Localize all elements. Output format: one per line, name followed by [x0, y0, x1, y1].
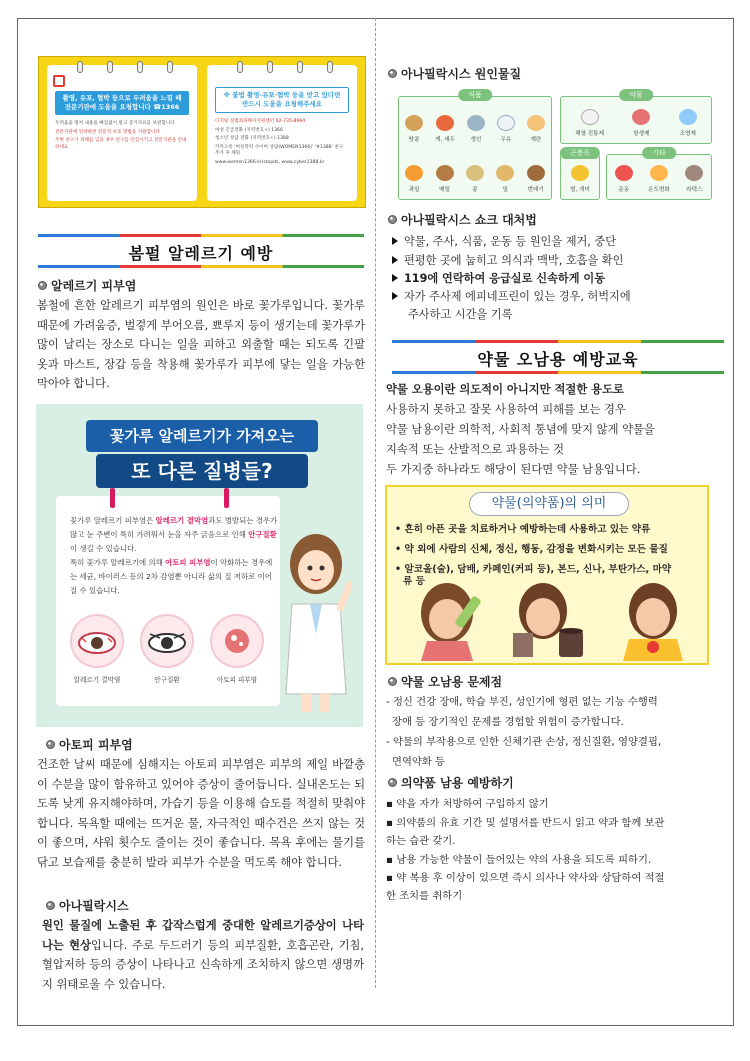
drug-item: 항생제: [633, 131, 650, 137]
poster-left-line: 주변 친구가 피해를 입을 경우 친구를 안심시키고 전문기관을 안내하세요: [55, 138, 187, 150]
bullet-icon: [46, 740, 55, 749]
poster-label: 안구질환: [154, 676, 180, 684]
triangle-bullet-icon: [392, 274, 398, 282]
bullet-icon: [388, 215, 397, 224]
problem-line: 장애 등 장기적인 문제를 경험할 위험이 증가합니다.: [392, 716, 624, 728]
other-item: 라텍스: [686, 187, 703, 193]
subheading-text: 알레르기 피부염: [51, 279, 137, 293]
anaphylaxis-paragraph: 원인 물질에 노출된 후 갑작스럽게 중대한 알레르기증상이 나타나는 현상입니다. 주로 두드러기 등의 피부질환, 호흡곤란, 기침, 혈압저하 등의 증상이 나타나고 신속하게 조치하지 않으면 생명까지 위태로울 수 있습니다.: [42, 919, 364, 991]
section-header-spring: [38, 234, 364, 268]
poster-left-heading: 촬영, 유포, 협박 등으로 두려움을 느낄 때 전문기관에 도움을 요청합니다 ☎1366: [55, 91, 189, 115]
other-heading: 기타: [642, 147, 676, 159]
person-drinking-illustration: [407, 575, 497, 661]
food-item: 과일: [408, 187, 420, 193]
food-heading: 식품: [458, 89, 492, 101]
poster-title-line2: 또 다른 질병들?: [96, 454, 308, 488]
poster-title-line1: 꽃가루 알레르기가 가져오는: [86, 420, 318, 452]
subheading-cause: [388, 65, 521, 82]
doctor-illustration: [280, 524, 352, 714]
section-header-drug: [392, 340, 724, 374]
poster-right-lines: [215, 119, 349, 166]
shock-item: 편평한 곳에 눕히고 의식과 맥박, 호흡을 확인: [392, 252, 623, 268]
drug-meaning-box: [385, 485, 709, 665]
drug-meaning-line: • 약 외에 사람의 신체, 정신, 행동, 감정을 변화시키는 모든 물질: [395, 544, 668, 555]
problem-line: - 약물의 부작용으로 인한 신체기관 손상, 정신질환, 영양결핍,: [386, 736, 662, 748]
subheading-text: 아나필락시스: [59, 899, 129, 913]
shock-item-cont: 주사하고 시간을 기록: [408, 308, 513, 321]
food-item: 땅콩: [408, 137, 420, 143]
section-title: 약물 오남용 예방교육: [477, 350, 639, 369]
prevent-line: ▪ 약 복용 후 이상이 있으면 즉시 의사나 약사와 상담하여 적절: [386, 872, 665, 884]
subheading-atopy: [46, 736, 133, 753]
poster-board: [56, 496, 280, 706]
food-item: 메밀: [439, 187, 450, 193]
food-item: 밀: [502, 187, 509, 193]
poster-right-line: 청소년 상담 전화 (지역번호+) 1388: [215, 136, 289, 141]
subheading-prevent: [388, 774, 514, 791]
poster-left-line: 전문기관에 연락하면 전문적 보호 방법을 지원합니다: [55, 129, 160, 135]
other-box: [606, 149, 712, 200]
food-item: 게, 새우: [435, 137, 455, 143]
bullet-icon: [388, 677, 397, 686]
food-item: 번데기: [527, 187, 544, 193]
subheading-anaphylaxis: [46, 897, 129, 914]
other-item: 운동: [618, 187, 630, 193]
drug-meaning-line: • 알코올(술), 담배, 카페인(커피 등), 본드, 신나, 부탄가스, 마약: [395, 564, 672, 575]
eye-disease-icon: [140, 614, 194, 668]
shock-item: 약물, 주사, 식품, 운동 등 원인을 제거, 중단: [392, 233, 616, 249]
poster-label: 아토피 피부염: [216, 676, 258, 684]
poster-right-line: 디지털 성범죄피해자지원센터 02-735-8994: [215, 119, 306, 124]
bullet-icon: [388, 69, 397, 78]
prevent-line: 하는 습관 갖기.: [386, 835, 456, 847]
poster-right-heading: ※ 불법 촬영·유포·협박 등을 받고 있다면 반드시 도움을 요청해주세요: [215, 87, 349, 113]
prevent-line: ▪ 남용 가능한 약물이 들어있는 약의 사용을 되도록 피하기.: [386, 854, 652, 866]
subheading-allergy: [38, 277, 136, 294]
drug-box: [560, 91, 712, 144]
cause-diagram: [398, 88, 712, 204]
subheading-problem: [388, 673, 502, 690]
warning-sticker-icon: [53, 75, 65, 87]
drug-meaning-title: 약물(의약품)의 의미: [469, 492, 629, 516]
atopy-paragraph: 건조한 날씨 때문에 심해지는 아토피 피부염은 피부의 제일 바깥층이 수분을 많이 함유하고 있어야 증상이 줄어듭니다. 실내온도는 되도록 낮게 유지해야하며, 가습기 등을 이용해 습도를 적절히 맞춰야 합니다. 목욕할 때에는 뜨거운 물, 자극적인 때수건은 쓰지 않는 것이 좋으며, 샤워 횟수도 줄이는 것이 좋습니다. 목욕 후에는 물기를 닦고 보습제를 충분히 발라 피부가 수분을 먹도록 해야 합니다.: [37, 758, 365, 869]
triangle-bullet-icon: [392, 237, 398, 245]
poster-card-right: [207, 65, 357, 201]
food-item: 우유: [500, 137, 512, 143]
atopy-skin-icon: [210, 614, 264, 668]
poster-right-line: www.women1366.kr/stopds, www.cyber1388.kr: [215, 159, 325, 165]
bullet-icon: [46, 901, 55, 910]
problem-line: - 정신 건강 장애, 학습 부진, 성인기에 형편 없는 기능 수행력: [386, 696, 658, 708]
section-title: 봄펄 알레르기 예방: [128, 244, 274, 263]
insect-box: [560, 149, 600, 200]
food-item: 계란: [530, 137, 542, 143]
food-item: 콩: [472, 187, 478, 193]
drug-item: 조영제: [679, 131, 696, 137]
triangle-bullet-icon: [392, 292, 398, 300]
shock-item: 자가 주사제 에피네프린이 있는 경우, 허벅지에: [392, 288, 631, 304]
allergy-poster: [36, 404, 363, 727]
prevent-line: ▪ 약을 자가 처방하여 구입하지 않기: [386, 798, 549, 810]
poster-left-line: 두려움을 떨쳐 내용을 빠짐없이 말고 증거자료를 보관합니다: [55, 121, 175, 126]
person-smoking-illustration: [609, 575, 699, 661]
subheading-shock: [388, 211, 537, 228]
other-item: 온도변화: [648, 187, 670, 193]
prevent-line: 한 조치를 취하기: [386, 890, 463, 902]
subheading-text: 아나필락시스 원인물질: [401, 67, 522, 81]
subheading-text: 의약품 남용 예방하기: [401, 776, 514, 790]
misuse-line: 약물 오용이란 의도적이 아니지만 적절한 용도로: [386, 383, 624, 396]
problem-line: 면역약화 등: [392, 756, 446, 768]
misuse-line: 지속적 또는 산발적으로 과용하는 것: [386, 443, 565, 456]
drug-item: 해열 진통제: [575, 131, 604, 137]
poster-left-lines: [55, 121, 189, 151]
poster-label: 알레르기 결막염: [73, 676, 121, 684]
food-item: 생선: [470, 137, 482, 143]
bullet-icon: [38, 281, 47, 290]
misuse-line: 사용하지 못하고 잘못 사용하여 피해를 보는 경우: [386, 403, 626, 416]
triangle-bullet-icon: [392, 256, 398, 264]
drug-heading: 약물: [619, 89, 653, 101]
column-divider: [375, 18, 376, 988]
shock-item: 119에 연락하여 응급실로 신속하게 이동: [392, 270, 605, 286]
insect-item: 벌, 개미: [570, 187, 590, 193]
food-box: [398, 91, 552, 200]
person-coffee-illustration: [503, 575, 599, 661]
drug-meaning-line: 류 등: [403, 576, 425, 587]
subheading-text: 아토피 피부염: [59, 738, 133, 752]
insect-heading: 곤충독: [560, 147, 600, 159]
eye-conjunctivitis-icon: [70, 614, 124, 668]
subheading-text: 아나필락시스 쇼크 대처법: [401, 213, 537, 227]
poster-right-line: 카카오톡 '여성폭력 사이버 상담(WOMEN1366)' '#1388' 친구 추가 후 채팅: [215, 144, 344, 156]
misuse-line: 두 가지중 하나라도 해당이 된다면 약물 남용입니다.: [386, 463, 641, 476]
misuse-line: 약물 남용이란 의학적, 사회적 통념에 맞지 않게 약물을: [386, 423, 655, 436]
subheading-text: 약물 오남용 문제점: [401, 675, 503, 689]
bullet-icon: [388, 778, 397, 787]
poster-board-text: 꽃가루 알레르기 피부염은 알레르기 결막염과도 병발되는 경우가 많고 눈 주변이 특히 가려워서 눈을 자주 긁음으로 인해 안구질환이 생길 수 있습니다. 특히 꽃가루 알레르기에 의해 아토피 피부염이 악화하는 경우에는 세균, 바이러스 등의 2차 감염뿐 아니라 삶의 질 저하로 이어질 수 있습니다.: [70, 516, 278, 595]
prevent-line: ▪ 의약품의 유효 기간 및 설명서를 반드시 읽고 약과 함께 보관: [386, 817, 665, 829]
drug-meaning-line: • 흔히 아픈 곳을 치료하거나 예방하는데 사용하고 있는 약류: [395, 524, 651, 535]
poster-card-left: [47, 65, 197, 201]
digital-crime-poster: [38, 56, 366, 208]
poster-right-line: 여성 긴급전화 (지역번호+) 1366: [215, 127, 283, 133]
allergy-paragraph: 봄철에 흔한 알레르기 피부염의 원인은 바로 꽃가루입니다. 꽃가루 때문에 가려움증, 벌겋게 부어오름, 뾰루지 등이 생기는데 꽃가루가 많이 날리는 장소로 다니는 일을 피하고 외출할 때는 되도록 긴팔 옷과 마스트, 장갑 등을 착용해 꽃가루가 피부에 닿는 일을 가능한 막아야 합니다.: [37, 299, 365, 391]
